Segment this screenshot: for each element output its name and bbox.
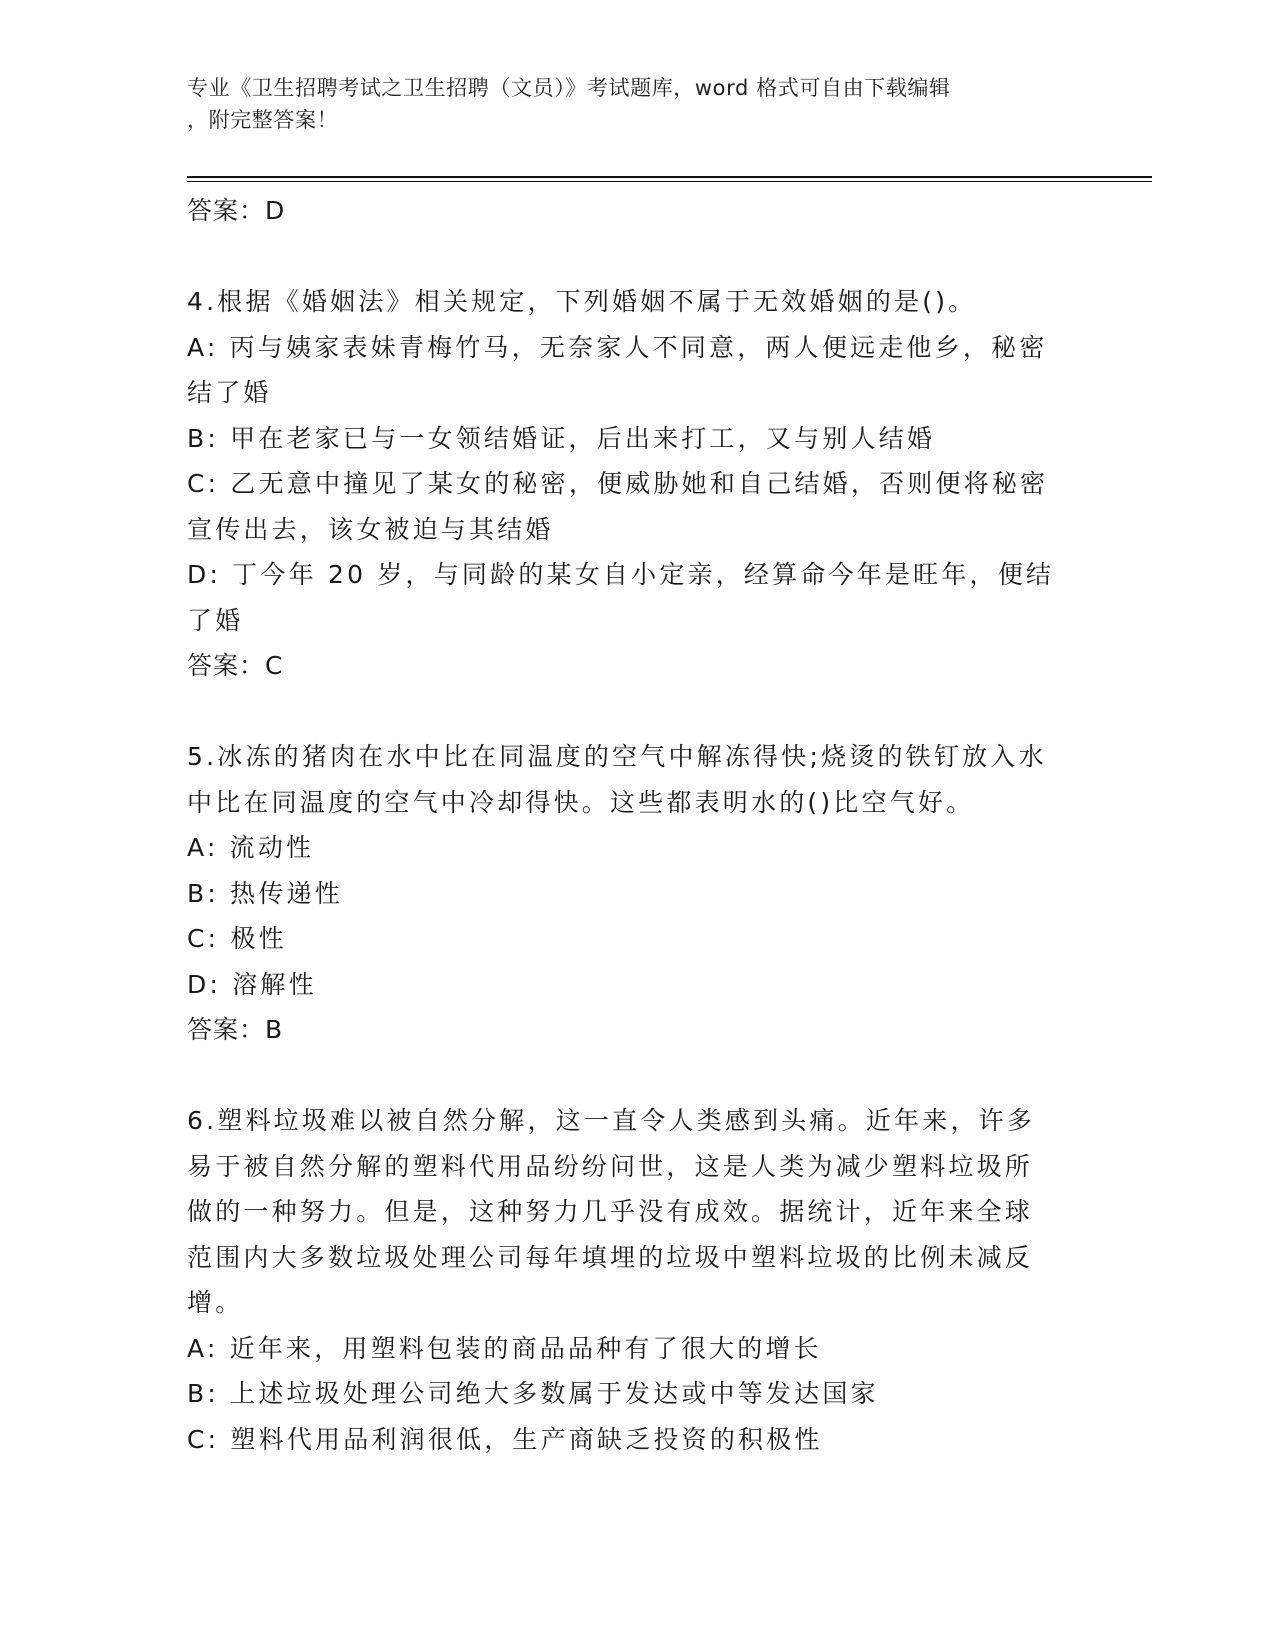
- option-a: A: 流动性: [187, 833, 315, 862]
- previous-answer: 答案：D: [187, 196, 286, 225]
- question-stem: 4.根据《婚姻法》相关规定，下列婚姻不属于无效婚姻的是()。: [187, 287, 977, 316]
- answer-label: 答案：B: [187, 1015, 284, 1044]
- question-block: [187, 1098, 1077, 1462]
- question-stem-continued: 增。: [187, 1288, 244, 1317]
- option-c: C: 乙无意中撞见了某女的秘密，便威胁她和自己结婚，否则便将秘密: [187, 469, 1049, 498]
- spacer: [187, 689, 1077, 735]
- question-stem-continued: 做的一种努力。但是，这种努力几乎没有成效。据统计，近年来全球: [187, 1197, 1034, 1226]
- header-line: 专业《卫生招聘考试之卫生招聘（文员）》考试题库，word 格式可自由下载编辑: [187, 76, 951, 100]
- question-content: [187, 188, 1077, 1462]
- option-a-continued: 结了婚: [187, 378, 272, 407]
- option-b: B: 上述垃圾处理公司绝大多数属于发达或中等发达国家: [187, 1379, 879, 1408]
- answer-label: 答案：C: [187, 651, 284, 680]
- question-stem-continued: 易于被自然分解的塑料代用品纷纷问世，这是人类为减少塑料垃圾所: [187, 1151, 1034, 1181]
- option-b: B: 热传递性: [187, 878, 343, 908]
- header-rule-thick: [187, 176, 1152, 178]
- question-stem-continued: 中比在同温度的空气中冷却得快。这些都表明水的()比空气好。: [187, 787, 975, 817]
- option-d: D: 丁今年 20 岁，与同龄的某女自小定亲，经算命今年是旺年，便结: [187, 560, 1055, 589]
- option-c: C: 塑料代用品利润很低，生产商缺乏投资的积极性: [187, 1424, 823, 1454]
- option-a: A: 丙与姨家表妹青梅竹马，无奈家人不同意，两人便远走他乡，秘密: [187, 332, 1048, 362]
- question-stem: 5.冰冻的猪肉在水中比在同温度的空气中解冻得快;烧烫的铁钉放入水: [187, 742, 1047, 771]
- question-stem: 6.塑料垃圾难以被自然分解，这一直令人类感到头痛。近年来，许多: [187, 1106, 1036, 1135]
- option-d-continued: 了婚: [187, 605, 244, 635]
- spacer: [187, 234, 1077, 280]
- option-b: B: 甲在老家已与一女领结婚证，后出来打工，又与别人结婚: [187, 423, 936, 453]
- option-d: D: 溶解性: [187, 969, 317, 999]
- header-rule-thin: [187, 181, 1152, 182]
- question-block: [187, 734, 1077, 1053]
- option-c: C: 极性: [187, 924, 287, 953]
- spacer: [187, 1053, 1077, 1099]
- option-a: A: 近年来，用塑料包装的商品品种有了很大的增长: [187, 1333, 822, 1363]
- header-line: ，附完整答案！: [187, 108, 339, 132]
- question-block: [187, 279, 1077, 689]
- page-header: [187, 72, 1067, 136]
- question-stem-continued: 范围内大多数垃圾处理公司每年填埋的垃圾中塑料垃圾的比例未减反: [187, 1242, 1034, 1272]
- option-c-continued: 宣传出去，该女被迫与其结婚: [187, 514, 554, 544]
